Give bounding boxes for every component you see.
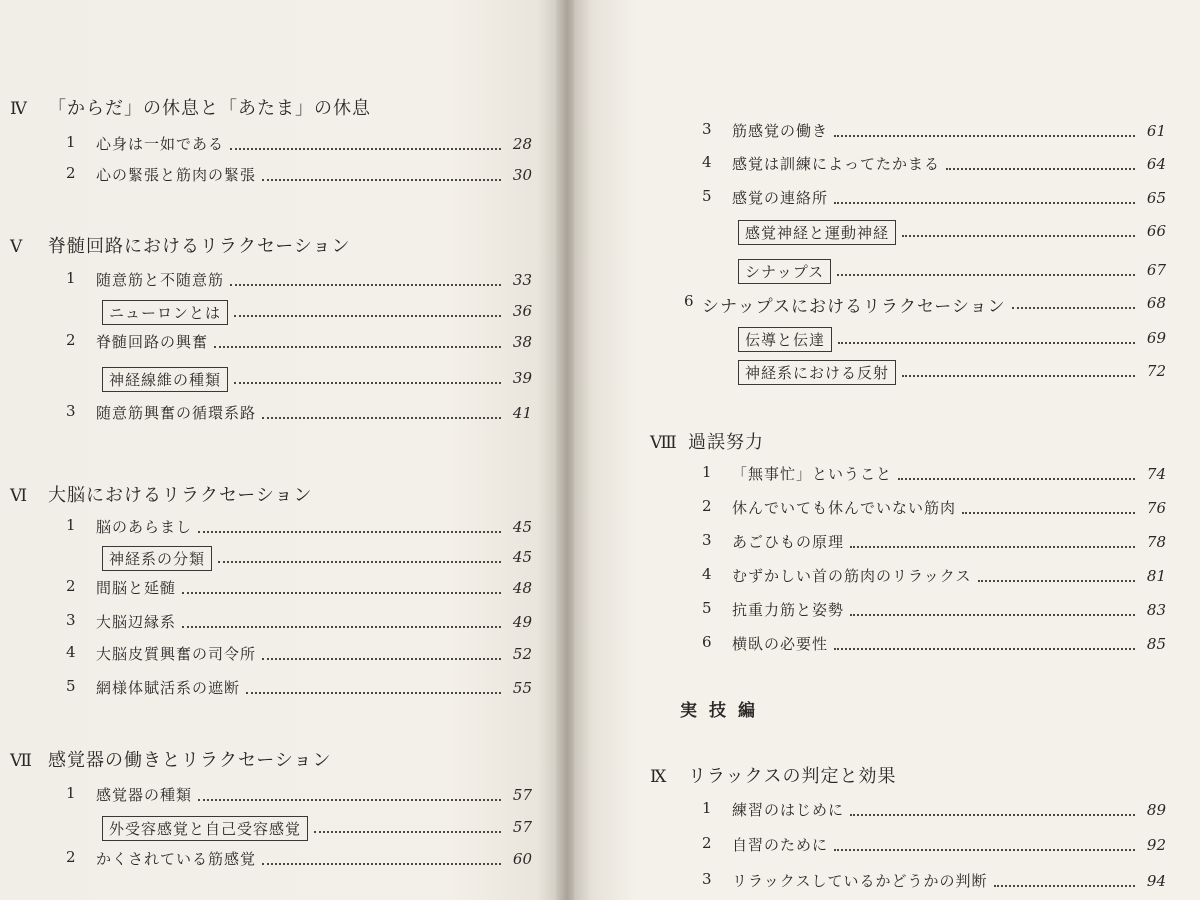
chapter-number: Ⅷ (650, 433, 677, 453)
item-number: 2 (66, 848, 76, 866)
toc-item (702, 151, 1166, 175)
chapter-heading (10, 746, 332, 772)
leader-dots (902, 235, 1135, 237)
chapter-title: 大脳におけるリラクセーション (48, 485, 313, 506)
item-title: 大脳皮質興奮の司令所 (96, 645, 257, 663)
item-title: あごひもの原理 (732, 533, 845, 551)
page-number: 69 (1146, 329, 1166, 347)
leader-dots (214, 346, 501, 348)
item-title: 感覚器の種類 (96, 786, 193, 804)
leader-dots (262, 658, 501, 660)
leader-dots (1012, 307, 1135, 309)
page-number: 28 (512, 135, 532, 153)
toc-item (702, 185, 1166, 209)
leader-dots (198, 531, 501, 533)
item-number: 5 (702, 187, 712, 205)
toc-boxed-item (66, 298, 532, 322)
leader-dots (234, 382, 501, 384)
toc-boxed-item (702, 218, 1166, 242)
page-number: 89 (1146, 801, 1166, 819)
item-title: 脳のあらまし (96, 518, 193, 536)
leader-dots (834, 135, 1135, 137)
chapter-title: 「からだ」の休息と「あたま」の休息 (48, 98, 371, 119)
left-page (0, 0, 560, 900)
page-number: 76 (1146, 499, 1166, 517)
item-title: 筋感覚の働き (732, 122, 829, 140)
page-number: 74 (1146, 465, 1166, 483)
item-title: 感覚神経と運動神経 (738, 220, 896, 245)
section-title: 実技編 (680, 701, 767, 721)
item-number: 1 (66, 784, 76, 802)
item-title: 自習のために (732, 836, 829, 854)
toc-item (66, 641, 532, 665)
toc-item (702, 118, 1166, 142)
item-title: 神経線維の種類 (102, 367, 228, 392)
item-title: 感覚は訓練によってたかまる (732, 155, 941, 173)
chapter-heading (10, 94, 371, 120)
item-number: 5 (66, 677, 76, 695)
toc-boxed-item (702, 257, 1166, 281)
item-number: 4 (702, 153, 712, 171)
leader-dots (246, 692, 501, 694)
chapter-heading (650, 428, 764, 454)
toc-item (702, 495, 1166, 519)
page-number: 72 (1146, 362, 1166, 380)
right-page (574, 0, 1200, 900)
page-number: 39 (512, 369, 532, 387)
item-number: 3 (66, 402, 76, 420)
page-number: 57 (512, 786, 532, 804)
toc-item (66, 609, 532, 633)
toc-item (66, 329, 532, 353)
item-title: 神経系の分類 (102, 546, 212, 571)
chapter-number: Ⅴ (10, 237, 23, 257)
leader-dots (962, 512, 1135, 514)
item-number: 3 (66, 611, 76, 629)
page-number: 38 (512, 333, 532, 351)
toc-item (66, 267, 532, 291)
leader-dots (234, 315, 501, 317)
chapter-heading (650, 762, 896, 788)
leader-dots (182, 592, 501, 594)
item-title: 随意筋と不随意筋 (96, 271, 225, 289)
chapter-number: Ⅸ (650, 767, 667, 787)
item-title: 脊髄回路の興奮 (96, 333, 209, 351)
toc-item (684, 290, 1166, 317)
page-number: 45 (512, 518, 532, 536)
leader-dots (838, 342, 1135, 344)
item-title: 外受容感覚と自己受容感覚 (102, 816, 308, 841)
item-title: 間脳と延髄 (96, 579, 177, 597)
item-number: 6 (702, 633, 712, 651)
toc-item (66, 131, 532, 155)
item-number: 2 (66, 577, 76, 595)
page-number: 65 (1146, 189, 1166, 207)
item-title: 網様体賦活系の遮断 (96, 679, 241, 697)
item-title: 横臥の必要性 (732, 635, 829, 653)
leader-dots (834, 648, 1135, 650)
page-number: 52 (512, 645, 532, 663)
item-title: 随意筋興奮の循環系路 (96, 404, 257, 422)
page-number: 83 (1146, 601, 1166, 619)
toc-item (702, 868, 1166, 892)
toc-item (702, 529, 1166, 553)
leader-dots (230, 148, 501, 150)
item-number: 5 (702, 599, 712, 617)
page-number: 55 (512, 679, 532, 697)
leader-dots (182, 626, 501, 628)
item-title: 「無事忙」ということ (732, 465, 893, 483)
page-number: 85 (1146, 635, 1166, 653)
chapter-number: Ⅵ (10, 486, 28, 506)
item-title: 練習のはじめに (732, 801, 845, 819)
page-number: 94 (1146, 872, 1166, 890)
page-number: 33 (512, 271, 532, 289)
item-title: 心の緊張と筋肉の緊張 (96, 166, 257, 184)
leader-dots (850, 814, 1135, 816)
item-number: 1 (66, 516, 76, 534)
toc-item (702, 461, 1166, 485)
page-number: 41 (512, 404, 532, 422)
toc-boxed-item (66, 365, 532, 389)
page-number: 48 (512, 579, 532, 597)
item-title: 神経系における反射 (738, 360, 896, 385)
item-number: 2 (66, 331, 76, 349)
item-number: 2 (702, 834, 712, 852)
item-number: 4 (66, 643, 76, 661)
leader-dots (198, 799, 501, 801)
item-number: 1 (702, 463, 712, 481)
item-title: かくされている筋感覚 (96, 850, 257, 868)
page-number: 81 (1146, 567, 1166, 585)
toc-item (66, 675, 532, 699)
toc-item (66, 514, 532, 538)
toc-boxed-item (66, 814, 532, 838)
leader-dots (262, 179, 501, 181)
item-number: 2 (66, 164, 76, 182)
toc-item (702, 597, 1166, 621)
page-number: 36 (512, 302, 532, 320)
item-number: 1 (66, 133, 76, 151)
toc-boxed-item (702, 325, 1166, 349)
leader-dots (850, 614, 1135, 616)
item-title: リラックスしているかどうかの判断 (732, 872, 988, 890)
leader-dots (230, 284, 501, 286)
page-number: 61 (1146, 122, 1166, 140)
chapter-heading (10, 481, 313, 507)
item-number: 1 (702, 799, 712, 817)
item-title: 休んでいても休んでいない筋肉 (732, 499, 957, 517)
chapter-number: Ⅳ (10, 99, 27, 119)
page-number: 60 (512, 850, 532, 868)
page-number: 45 (512, 548, 532, 566)
page-number: 68 (1146, 294, 1166, 312)
item-title: 大脳辺縁系 (96, 613, 177, 631)
item-number: 3 (702, 531, 712, 549)
leader-dots (898, 478, 1135, 480)
chapter-title: リラックスの判定と効果 (688, 766, 897, 787)
toc-item (66, 575, 532, 599)
page-number: 49 (512, 613, 532, 631)
leader-dots (834, 202, 1135, 204)
leader-dots (314, 831, 501, 833)
leader-dots (850, 546, 1135, 548)
toc-item (66, 400, 532, 424)
page-number: 92 (1146, 836, 1166, 854)
leader-dots (978, 580, 1135, 582)
chapter-title: 脊髄回路におけるリラクセーション (48, 236, 351, 257)
toc-item (66, 782, 532, 806)
chapter-number: Ⅶ (10, 751, 32, 771)
leader-dots (837, 274, 1135, 276)
leader-dots (218, 561, 501, 563)
item-number: 2 (702, 497, 712, 515)
toc-item (702, 563, 1166, 587)
item-title: 感覚の連絡所 (732, 189, 829, 207)
toc-item (702, 631, 1166, 655)
chapter-title: 感覚器の働きとリラクセーション (48, 750, 332, 771)
page-number: 57 (512, 818, 532, 836)
item-number: 1 (66, 269, 76, 287)
item-title: 心身は一如である (96, 135, 225, 153)
leader-dots (902, 375, 1135, 377)
toc-boxed-item (66, 544, 532, 568)
page-number: 78 (1146, 533, 1166, 551)
leader-dots (262, 417, 501, 419)
page-number: 66 (1146, 222, 1166, 240)
item-title: 伝導と伝達 (738, 327, 832, 352)
item-number: 4 (702, 565, 712, 583)
page-number: 64 (1146, 155, 1166, 173)
chapter-title: 過誤努力 (688, 432, 764, 453)
item-title: ニューロンとは (102, 300, 228, 325)
page-number: 67 (1146, 261, 1166, 279)
item-title: シナップス (738, 259, 831, 284)
chapter-heading (10, 232, 351, 258)
item-title: シナップスにおけるリラクセーション (702, 297, 1006, 317)
leader-dots (262, 863, 501, 865)
toc-item (702, 797, 1166, 821)
toc-item (702, 832, 1166, 856)
item-number: 3 (702, 120, 712, 138)
item-number: 3 (702, 870, 712, 888)
item-title: むずかしい首の筋肉のリラックス (732, 567, 972, 585)
item-number: 6 (684, 292, 694, 310)
leader-dots (994, 885, 1135, 887)
leader-dots (834, 849, 1135, 851)
toc-item (66, 162, 532, 186)
item-title: 抗重力筋と姿勢 (732, 601, 845, 619)
toc-item (66, 846, 532, 870)
leader-dots (946, 168, 1135, 170)
toc-boxed-item (702, 358, 1166, 382)
page-number: 30 (512, 166, 532, 184)
